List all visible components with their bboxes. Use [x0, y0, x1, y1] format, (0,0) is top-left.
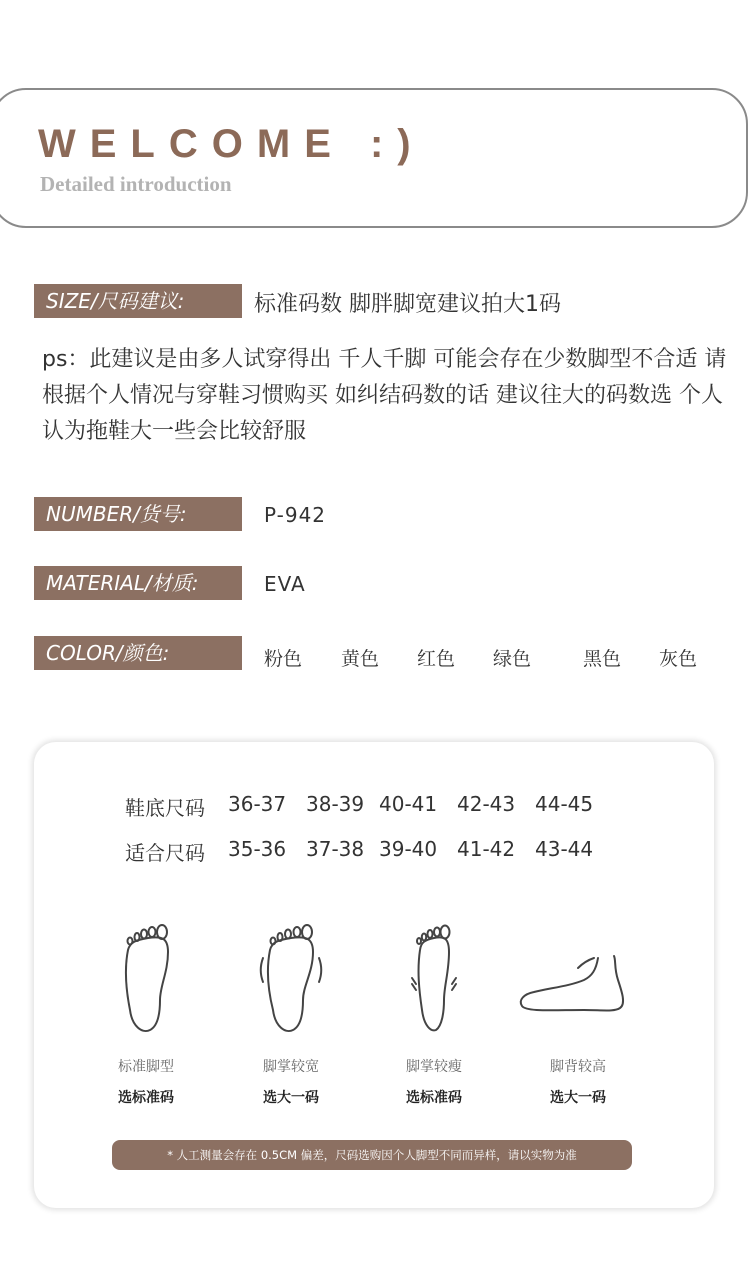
welcome-subtitle: Detailed introduction [40, 172, 232, 196]
material-value: EVA [264, 572, 306, 596]
foot-type-label: 脚掌较宽 [263, 1059, 319, 1075]
measurement-disclaimer: * 人工测量会存在 0.5CM 偏差，尺码选购因个人脚型不同而异样，请以实物为准 [112, 1140, 632, 1170]
sole-size-label: 鞋底尺码 [125, 796, 205, 820]
foot-type-label: 脚背较高 [550, 1059, 606, 1075]
color-option: 绿色 [493, 648, 532, 670]
color-option: 红色 [417, 648, 456, 670]
material-tag: MATERIAL/材质: [34, 566, 242, 600]
sole-size-value: 38-39 [306, 792, 365, 816]
fit-size-value: 41-42 [457, 837, 516, 861]
high-instep-foot-icon [514, 920, 634, 1020]
number-tag: NUMBER/货号: [34, 497, 242, 531]
foot-type-advice: 选标准码 [118, 1090, 174, 1106]
wide-foot-icon [256, 920, 326, 1035]
sole-size-value: 40-41 [379, 792, 438, 816]
thin-foot-icon [404, 920, 464, 1035]
fit-size-value: 37-38 [306, 837, 365, 861]
sole-size-value: 42-43 [457, 792, 516, 816]
color-tag: COLOR/颜色: [34, 636, 242, 670]
foot-type-label: 脚掌较瘦 [406, 1059, 462, 1075]
color-option: 灰色 [659, 648, 698, 670]
sole-size-value: 44-45 [535, 792, 594, 816]
foot-type-advice: 选大一码 [550, 1090, 606, 1106]
color-option: 粉色 [264, 648, 303, 670]
standard-foot-icon [118, 920, 178, 1035]
foot-type-advice: 选标准码 [406, 1090, 462, 1106]
color-option: 黑色 [583, 648, 622, 670]
size-value: 标准码数 脚胖脚宽建议拍大1码 [254, 292, 561, 317]
number-value: P-942 [264, 503, 327, 527]
fit-size-label: 适合尺码 [125, 841, 205, 865]
fit-size-value: 39-40 [379, 837, 438, 861]
welcome-title: WELCOME :) [38, 122, 425, 166]
fit-size-value: 43-44 [535, 837, 594, 861]
size-note: ps：此建议是由多人试穿得出 千人千脚 可能会存在少数脚型不合适 请根据个人情况与穿鞋习惯购买 如纠结码数的话 建议往大的码数选 个人认为拖鞋大一些会比较舒服 [42, 347, 727, 444]
size-tag: SIZE/尺码建议: [34, 284, 242, 318]
sole-size-value: 36-37 [228, 792, 287, 816]
color-option: 黄色 [341, 648, 380, 670]
foot-type-label: 标准脚型 [118, 1059, 174, 1075]
foot-type-advice: 选大一码 [263, 1090, 319, 1106]
fit-size-value: 35-36 [228, 837, 287, 861]
